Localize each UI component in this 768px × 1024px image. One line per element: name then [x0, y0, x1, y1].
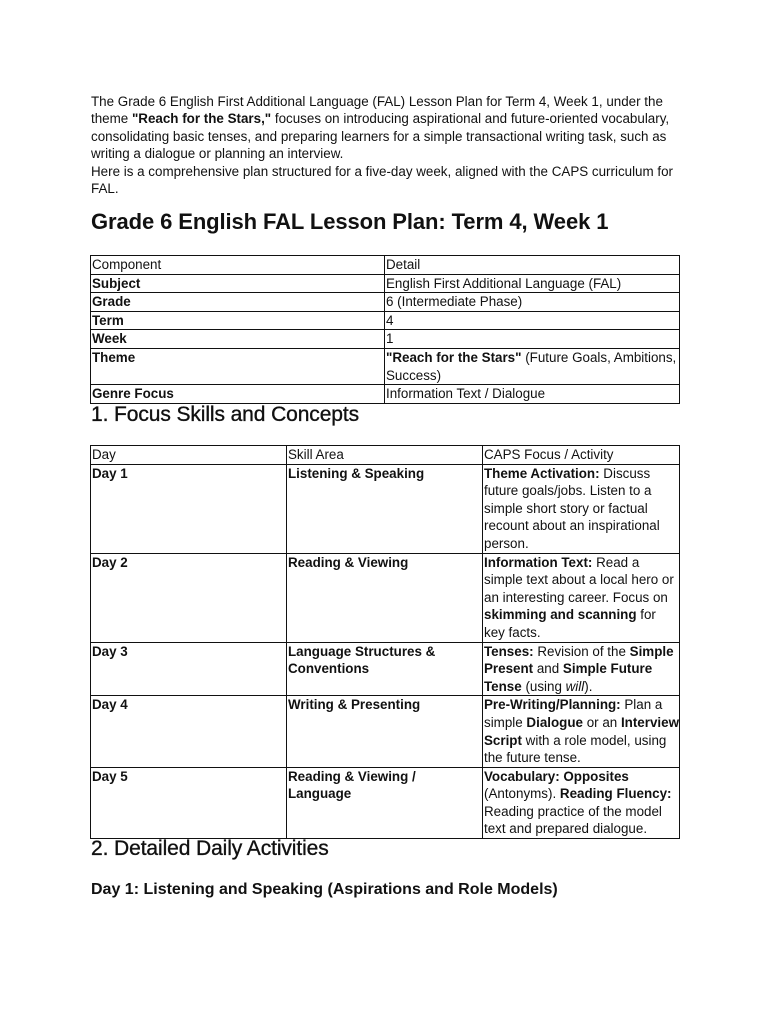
row-label: Subject [91, 274, 385, 293]
table-header-row [91, 256, 680, 275]
table-row [91, 311, 680, 330]
day-cell: Day 3 [91, 642, 287, 696]
activity-cell [483, 553, 680, 642]
activity-emphasis: Interview Script [484, 714, 679, 748]
table-row [91, 330, 680, 349]
activity-emphasis: Theme Activation: [484, 465, 600, 481]
activity-cell [483, 767, 680, 838]
skill-cell: Writing & Presenting [287, 696, 483, 767]
intro-text [91, 93, 691, 197]
activity-cell [483, 642, 680, 696]
header-cell: CAPS Focus / Activity [483, 446, 680, 465]
activity-text: or an [582, 714, 621, 730]
intro-text-part: focuses on introducing aspirational and future-oriented vocabulary, consolidating basic tenses, and preparing learners for a simple transactional writing task, such as writing a dialogue or planning an interview. [91, 111, 670, 162]
table-row [91, 274, 680, 293]
row-label: Grade [91, 293, 385, 312]
activity-text: for key facts. [484, 607, 656, 640]
activity-emphasis: Reading Fluency: [559, 786, 672, 802]
day-cell: Day 1 [91, 464, 287, 553]
activity-emphasis: Vocabulary: Opposites [484, 768, 629, 784]
page-title: Grade 6 English FAL Lesson Plan: Term 4, Week 1 [91, 209, 609, 234]
day-cell: Day 2 [91, 553, 287, 642]
skill-cell: Language Structures & Conventions [287, 642, 483, 696]
focus-skills-table [90, 445, 680, 839]
row-label: Week [91, 330, 385, 349]
intro-text-part: The Grade 6 English First Additional Language (FAL) Lesson Plan for Term 4, Week 1, under the theme [91, 94, 663, 127]
header-cell: Skill Area [287, 446, 483, 465]
header-cell: Day [91, 446, 287, 465]
row-value: Information Text / Dialogue [385, 385, 680, 404]
row-value: 6 (Intermediate Phase) [385, 293, 680, 312]
activity-italic: will [565, 678, 585, 694]
skill-cell: Reading & Viewing [287, 553, 483, 642]
section-heading-focus-skills: 1. Focus Skills and Concepts [91, 403, 359, 426]
row-value: 1 [385, 330, 680, 349]
table-row [91, 293, 680, 312]
activity-cell [483, 464, 680, 553]
header-cell: Detail [385, 256, 680, 275]
section-heading-daily-activities: 2. Detailed Daily Activities [91, 837, 329, 860]
activity-text: Reading practice of the model text and prepared dialogue. [484, 803, 662, 837]
activity-text: Revision of the [533, 643, 630, 659]
intro-paragraph-2: Here is a comprehensive plan structured for a five-day week, aligned with the CAPS curriculum for FAL. [91, 163, 674, 197]
row-label: Genre Focus [91, 385, 385, 404]
table-row [91, 385, 680, 404]
activity-emphasis: Dialogue [526, 714, 583, 730]
activity-text: and [533, 661, 563, 677]
activity-emphasis: Tenses: [484, 643, 534, 659]
table-row [91, 696, 680, 767]
skill-cell: Listening & Speaking [287, 464, 483, 553]
day-cell: Day 5 [91, 767, 287, 838]
table-row [91, 348, 680, 384]
activity-emphasis: skimming and scanning [484, 607, 637, 623]
activity-emphasis: Simple Present [484, 643, 674, 677]
activity-emphasis: Simple Future Tense [484, 661, 653, 694]
activity-cell [483, 696, 680, 767]
day-cell: Day 4 [91, 696, 287, 767]
theme-value-bold: "Reach for the Stars" [386, 349, 522, 365]
row-value: English First Additional Language (FAL) [385, 274, 680, 293]
table-row [91, 464, 680, 553]
activity-text: (using [521, 678, 566, 694]
activity-text: Read a simple text about a local hero or an interesting career. Focus on [484, 554, 674, 605]
overview-table [90, 255, 680, 404]
table-header-row [91, 446, 680, 465]
table-row [91, 642, 680, 696]
theme-emphasis: "Reach for the Stars," [131, 111, 272, 127]
intro-paragraph-1 [91, 93, 691, 163]
row-label: Term [91, 311, 385, 330]
activity-emphasis: Information Text: [484, 554, 593, 570]
table-row [91, 553, 680, 642]
day1-heading: Day 1: Listening and Speaking (Aspirations and Role Models) [91, 881, 558, 898]
theme-value-rest: (Future Goals, Ambitions, Success) [386, 349, 677, 383]
row-value: 4 [385, 311, 680, 330]
activity-text: Discuss future goals/jobs. Listen to a simple short story or factual recount about an inspirational person. [484, 465, 660, 551]
activity-text: ). [584, 678, 593, 694]
skill-cell: Reading & Viewing / Language [287, 767, 483, 838]
activity-emphasis: Pre-Writing/Planning: [484, 697, 621, 713]
activity-text: (Antonyms). [484, 786, 560, 802]
row-value [385, 348, 680, 384]
header-cell: Component [91, 256, 385, 275]
table-row [91, 767, 680, 838]
activity-text: with a role model, using the future tense. [484, 732, 667, 766]
activity-text: Plan a simple [484, 697, 663, 730]
row-label: Theme [91, 348, 385, 384]
